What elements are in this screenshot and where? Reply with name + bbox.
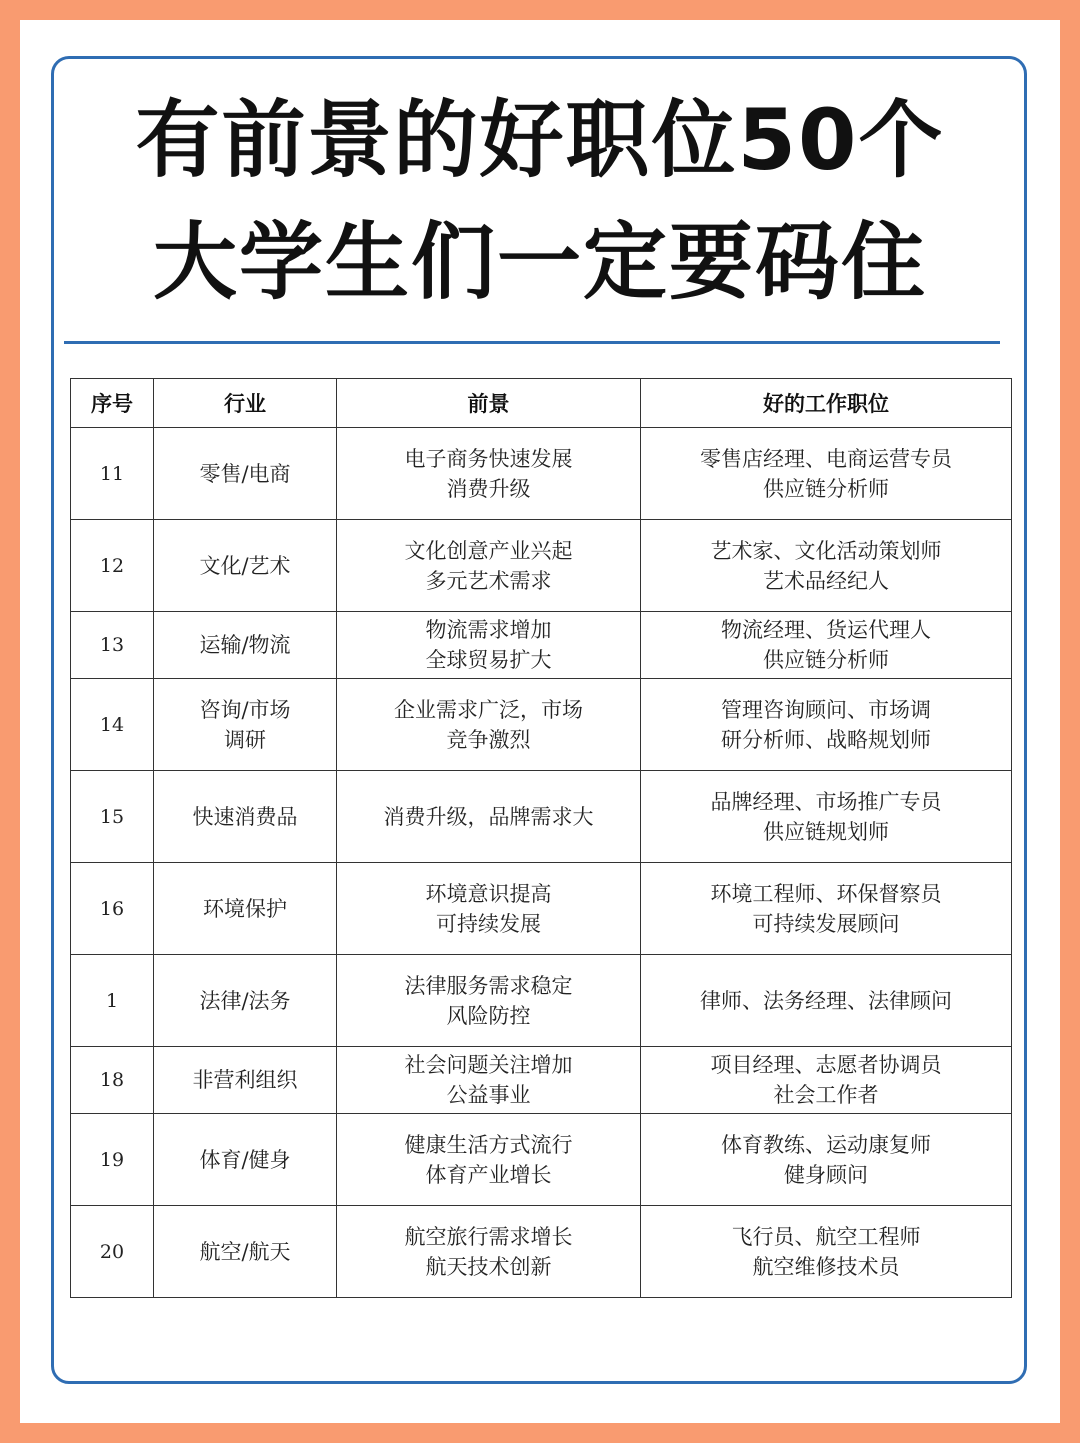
jobs-line: 社会工作者 [773,1083,879,1107]
cell-industry [154,1114,337,1206]
cell-seq: 14 [71,679,154,771]
jobs-line: 供应链分析师 [763,476,889,501]
header-seq: 序号 [71,379,154,428]
jobs-table [70,378,1012,1298]
industry-line: 非营利组织 [192,1068,298,1092]
outlook-line: 风险防控 [446,1003,531,1028]
outlook-line: 航天技术创新 [425,1254,552,1279]
cell-jobs [641,520,1012,612]
cell-outlook [337,679,641,771]
industry-line: 零售/电商 [199,461,291,486]
jobs-line: 零售店经理、电商运营专员 [700,446,952,471]
outlook-line: 可持续发展 [436,911,541,936]
outlook-line: 体育产业增长 [425,1162,552,1187]
cell-seq: 20 [71,1206,154,1298]
table-header-row [71,379,1012,428]
jobs-line: 航空维修技术员 [752,1254,900,1279]
industry-line: 咨询/市场 [199,697,291,722]
cell-seq: 16 [71,863,154,955]
table-row [71,612,1012,679]
outlook-line: 社会问题关注增加 [404,1053,573,1077]
industry-line: 运输/物流 [199,633,291,657]
cell-industry [154,612,337,679]
cell-outlook [337,1047,641,1114]
cell-seq: 11 [71,428,154,520]
cell-industry [154,520,337,612]
table-row [71,520,1012,612]
industry-line: 文化/艺术 [199,553,291,578]
jobs-line: 供应链规划师 [763,819,889,844]
cell-outlook [337,1206,641,1298]
cell-industry [154,955,337,1047]
outlook-line: 消费升级 [446,476,531,501]
cell-outlook [337,955,641,1047]
jobs-line: 管理咨询顾问、市场调 [721,697,931,722]
industry-line: 调研 [224,727,266,752]
jobs-line: 项目经理、志愿者协调员 [710,1053,942,1077]
cell-seq: 13 [71,612,154,679]
page-title-line-1: 有前景的好职位50个 [135,91,945,189]
jobs-line: 律师、法务经理、法律顾问 [700,988,952,1013]
table-row [71,863,1012,955]
industry-line: 法律/法务 [199,988,291,1013]
outlook-line: 消费升级，品牌需求大 [383,804,594,829]
jobs-line: 体育教练、运动康复师 [721,1132,931,1157]
outlook-line: 公益事业 [446,1083,531,1107]
table-row [71,771,1012,863]
cell-jobs [641,863,1012,955]
cell-industry [154,679,337,771]
table-row [71,428,1012,520]
outlook-line: 电子商务快速发展 [404,446,573,471]
cell-outlook [337,520,641,612]
cell-jobs [641,428,1012,520]
industry-line: 体育/健身 [199,1147,291,1172]
outlook-line: 全球贸易扩大 [425,648,552,672]
industry-line: 快速消费品 [192,804,298,829]
title-divider [64,341,1000,344]
cell-industry [154,863,337,955]
jobs-line: 研分析师、战略规划师 [721,727,931,752]
table-row [71,955,1012,1047]
cell-outlook [337,1114,641,1206]
jobs-line: 品牌经理、市场推广专员 [710,789,942,814]
table-row [71,1206,1012,1298]
outlook-line: 多元艺术需求 [425,568,552,593]
header-outlook: 前景 [337,379,641,428]
outlook-line: 环境意识提高 [425,881,552,906]
cell-jobs [641,955,1012,1047]
outlook-line: 竞争激烈 [446,727,531,752]
table-row [71,679,1012,771]
cell-jobs [641,1114,1012,1206]
cell-jobs [641,612,1012,679]
outlook-line: 航空旅行需求增长 [404,1224,573,1249]
header-industry: 行业 [154,379,337,428]
jobs-line: 可持续发展顾问 [752,911,900,936]
jobs-line: 飞行员、航空工程师 [731,1224,921,1249]
cell-seq: 12 [71,520,154,612]
cell-seq: 19 [71,1114,154,1206]
jobs-line: 环境工程师、环保督察员 [710,881,942,906]
outlook-line: 企业需求广泛，市场 [394,697,583,722]
cell-outlook [337,612,641,679]
jobs-line: 艺术品经纪人 [763,568,889,593]
jobs-line: 物流经理、货运代理人 [721,618,931,642]
cell-outlook [337,771,641,863]
header-jobs: 好的工作职位 [641,379,1012,428]
cell-outlook [337,863,641,955]
cell-industry [154,771,337,863]
table-row [71,1114,1012,1206]
page-title-line-2: 大学生们一定要码住 [152,213,927,311]
outlook-line: 健康生活方式流行 [404,1132,573,1157]
cell-jobs [641,679,1012,771]
cell-outlook [337,428,641,520]
industry-line: 航空/航天 [199,1239,291,1264]
cell-jobs [641,771,1012,863]
cell-seq: 15 [71,771,154,863]
outlook-line: 法律服务需求稳定 [404,973,573,998]
cell-jobs [641,1047,1012,1114]
jobs-line: 供应链分析师 [763,648,889,672]
outlook-line: 物流需求增加 [425,618,552,642]
cell-industry [154,1047,337,1114]
cell-jobs [641,1206,1012,1298]
cell-seq: 1 [71,955,154,1047]
cell-industry [154,1206,337,1298]
cell-industry [154,428,337,520]
industry-line: 环境保护 [203,896,287,921]
jobs-line: 健身顾问 [784,1162,868,1187]
outlook-line: 文化创意产业兴起 [404,538,573,563]
table-row [71,1047,1012,1114]
table-body [71,428,1012,1298]
cell-seq: 18 [71,1047,154,1114]
jobs-line: 艺术家、文化活动策划师 [710,538,942,563]
